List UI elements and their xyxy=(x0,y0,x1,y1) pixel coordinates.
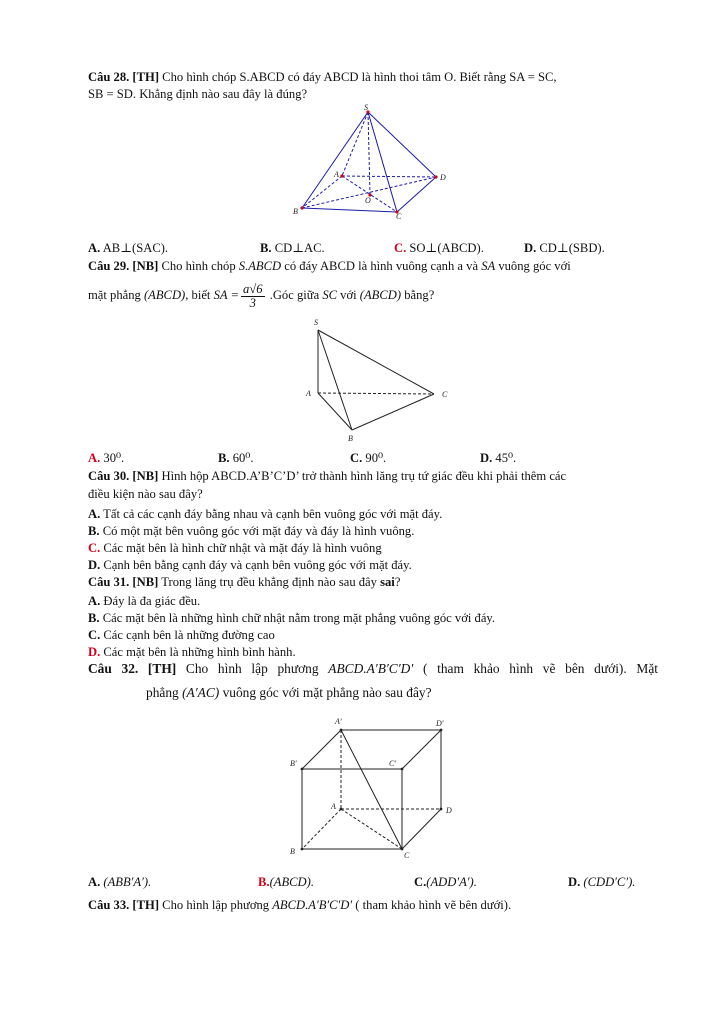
q32-cube-figure xyxy=(284,716,464,862)
q29-line1: Câu 29. [NB] Cho hình chóp S.ABCD có đáy ABCD là hình vuông cạnh a và SA vuông góc với xyxy=(88,259,571,273)
q32-label-B1: B′ xyxy=(290,759,297,768)
q31-option-b[interactable]: B. Các mặt bên là những hình chữ nhật nằm trong mặt phẳng vuông góc với đáy. xyxy=(88,611,496,625)
q30-option-b[interactable]: B. Có một mặt bên vuông góc với mặt đáy và đáy là hình vuông. xyxy=(88,524,415,538)
q33-label: Câu 33. [TH] xyxy=(88,898,160,912)
q29-option-c[interactable]: C. 90⁰. xyxy=(350,451,387,465)
q28-label-B: B xyxy=(293,207,298,216)
q32-label-B: B xyxy=(290,847,295,856)
q30-option-d[interactable]: D. Cạnh bên bằng cạnh đáy và cạnh bên vuông góc với mặt đáy. xyxy=(88,558,412,572)
q28-label: Câu 28. [TH] xyxy=(88,70,160,84)
q32-label-D1: D′ xyxy=(436,719,444,728)
q30-line2: điều kiện nào sau đây? xyxy=(88,487,203,501)
q32-label-D: D xyxy=(446,806,452,815)
q31-option-a[interactable]: A. Đáy là đa giác đều. xyxy=(88,594,201,608)
q32-option-c[interactable]: C.(ADD′A′). xyxy=(414,875,477,889)
q33-line1: Câu 33. [TH] Cho hình lập phương ABCD.A′B′C′D′ ( tham khảo hình vẽ bên dưới). xyxy=(88,898,512,912)
q29-label-S: S xyxy=(314,318,318,327)
q32-option-b[interactable]: B.(ABCD). xyxy=(258,875,314,889)
q32-option-a[interactable]: A. (ABB′A′). xyxy=(88,875,152,889)
q30-label: Câu 30. [NB] xyxy=(88,469,159,483)
q28-option-a[interactable]: A. AB⊥(SAC). xyxy=(88,241,169,255)
q28-label-A: A xyxy=(334,170,339,179)
q28-pyramid-figure xyxy=(290,104,450,219)
q29-line2: mặt phẳng (ABCD), biết SA = $\frac{a√6}{3}$ .Góc giữa SC với (ABCD) bằng? xyxy=(88,281,435,310)
q31-option-d[interactable]: D. Các mặt bên là những hình bình hành. xyxy=(88,645,296,659)
q28-option-b[interactable]: B. CD⊥AC. xyxy=(260,241,325,255)
q29-label: Câu 29. [NB] xyxy=(88,259,159,273)
q31-label: Câu 31. [NB] xyxy=(88,575,159,589)
q31-option-c[interactable]: C. Các cạnh bên là những đường cao xyxy=(88,628,275,642)
q32-label: Câu 32. [TH] xyxy=(88,661,177,676)
q28-label-O: O xyxy=(365,196,371,205)
q32-line1: Câu 32. [TH] Cho hình lập phương ABCD.A′B′C′D′ ( tham khảo hình vẽ bên dưới). Mặt xyxy=(88,661,658,676)
q28-label-S: S xyxy=(364,103,368,112)
q29-option-d[interactable]: D. 45⁰. xyxy=(480,451,517,465)
q29-label-B: B xyxy=(348,434,353,443)
q28-label-D: D xyxy=(440,173,446,182)
q30-option-a[interactable]: A. Tất cả các cạnh đáy bằng nhau và cạnh bên vuông góc với mặt đáy. xyxy=(88,507,443,521)
q32-label-A1: A′ xyxy=(335,717,342,726)
q28-label-C: C xyxy=(396,212,402,221)
q30-line1: Câu 30. [NB] Hình hộp ABCD.A’B’C’D’ trở thành hình lăng trụ tứ giác đều khi phải thêm các xyxy=(88,469,567,483)
q29-label-A: A xyxy=(306,389,311,398)
q32-option-d[interactable]: D. (CDD′C′). xyxy=(568,875,636,889)
q28-option-d[interactable]: D. CD⊥(SBD). xyxy=(524,241,605,255)
q30-option-c[interactable]: C. Các mặt bên là hình chữ nhật và mặt đáy là hình vuông xyxy=(88,541,382,555)
q28-option-c[interactable]: C. SO⊥(ABCD). xyxy=(394,241,484,255)
q32-line2: phẳng (A′AC) vuông góc với mặt phẳng nào sau đây? xyxy=(146,685,432,700)
q29-label-C: C xyxy=(442,390,448,399)
q29-option-a[interactable]: A. 30⁰. xyxy=(88,451,125,465)
q32-label-A: A xyxy=(331,802,336,811)
q29-fraction: $\frac{a√6}{3}$ xyxy=(243,281,263,310)
q29-option-b[interactable]: B. 60⁰. xyxy=(218,451,254,465)
q29-pyramid-figure xyxy=(300,318,460,444)
q32-label-C1: C′ xyxy=(389,759,397,768)
q32-label-C: C xyxy=(404,851,410,860)
q31-line1: Câu 31. [NB] Trong lăng trụ đều khẳng định nào sau đây sai? xyxy=(88,575,401,589)
q28-line1: Câu 28. [TH] Cho hình chóp S.ABCD có đáy ABCD là hình thoi tâm O. Biết rằng SA = SC, xyxy=(88,70,557,84)
q28-line2: SB = SD. Khẳng định nào sau đây là đúng? xyxy=(88,87,308,101)
